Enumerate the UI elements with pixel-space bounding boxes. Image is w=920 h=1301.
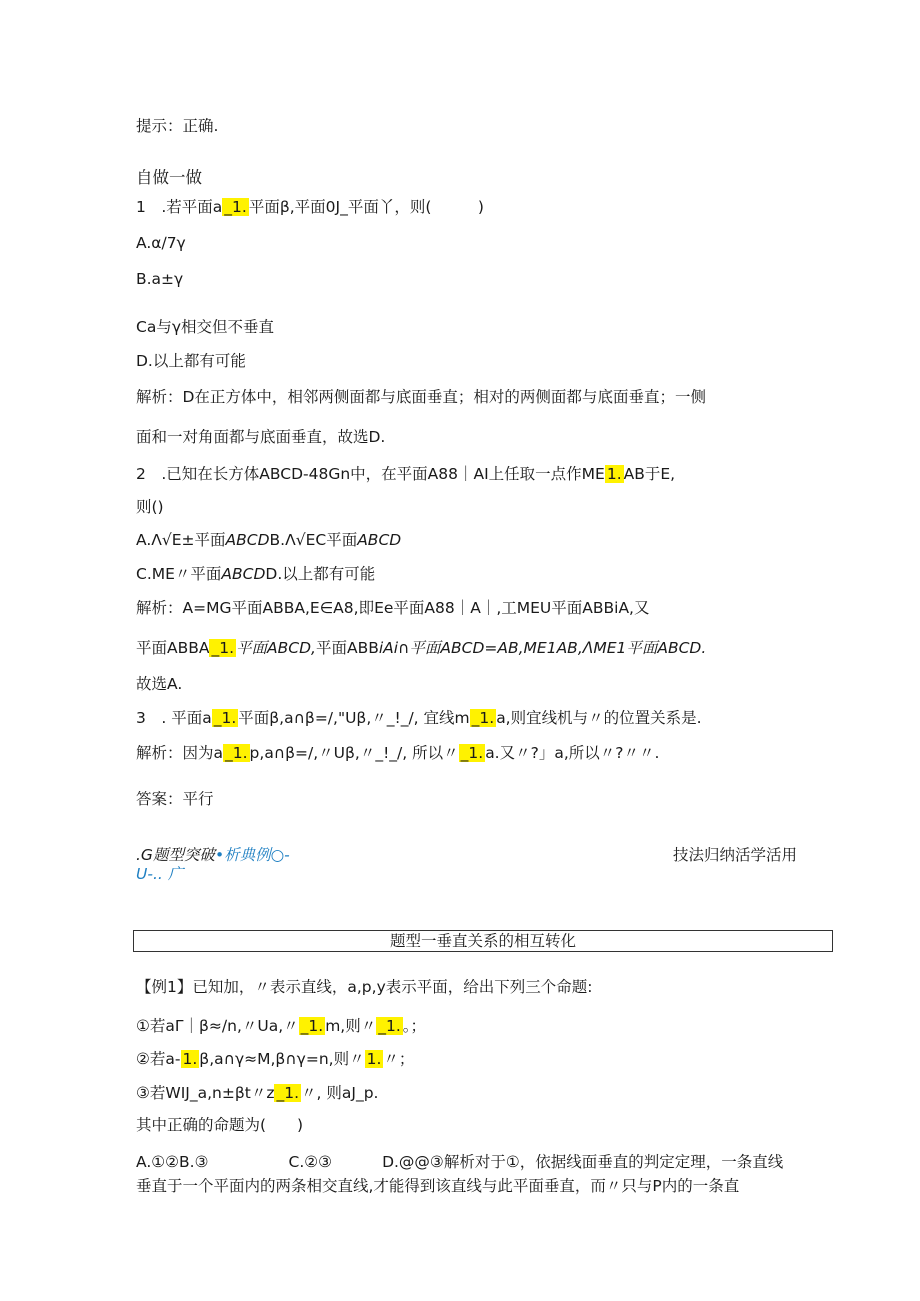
claim3-highlight: _1.: [276, 1084, 300, 1102]
example1-analysis-line2: 垂直于一个平面内的两条相交直线,才能得到该直线与此平面垂直，而〃只与P内的一条直: [136, 1177, 740, 1195]
q2-analysis-c: 平面ABB: [315, 639, 379, 657]
banner-right: 技法归纳活学活用: [673, 846, 798, 864]
hint-text: 提示：正确.: [136, 117, 219, 135]
q2-highlight: 1.: [606, 465, 622, 483]
claim2-highlight-1: 1.: [182, 1050, 198, 1068]
q3-s2: p,a∩β=/,〃Uβ,〃_!_/, 所以〃: [249, 744, 459, 762]
q3-p2: 平面β,a∩β=/,"Uβ,〃_!_/, 宜线m: [238, 709, 470, 727]
q2-opt-c-plane: ABCD: [221, 565, 266, 583]
q3-analysis: [136, 743, 659, 763]
q3-p3: a,则宜线机与〃的位置关系是.: [496, 709, 702, 727]
banner-left-line2: U-.. 广: [136, 865, 184, 883]
q2-opt-a-plane: ABCD: [225, 531, 270, 549]
example1-question: 其中正确的命题为( ): [136, 1116, 304, 1134]
q3-answer: 答案：平行: [136, 790, 214, 808]
q3-highlight-1: _1.: [213, 709, 237, 727]
section-title: 自做一做: [136, 168, 202, 187]
q3-stem: [136, 708, 702, 728]
example1-claim-3: [136, 1083, 378, 1103]
example1-title: [136, 977, 592, 997]
topic-box: 题型一垂直关系的相互转化: [133, 930, 833, 952]
claim3-b: 〃, 则aJ_p.: [301, 1084, 379, 1102]
example1-claim-1: [136, 1016, 426, 1036]
q1-option-b: B.a±γ: [136, 270, 184, 288]
q2-opt-b-text: B.Λ√EC平面: [269, 531, 358, 549]
q2-opt-d-text: D.以上都有可能: [265, 565, 376, 583]
example1-bracket: 【例1】: [136, 978, 193, 996]
banner-left: [136, 845, 290, 865]
q1-stem: [136, 197, 484, 217]
q1-option-c: Ca与γ相交但不垂直: [136, 318, 274, 336]
claim1-highlight-1: _1.: [300, 1017, 324, 1035]
claim2-highlight-2: 1.: [366, 1050, 382, 1068]
q2-analysis-highlight: _1.: [211, 639, 235, 657]
q1-analysis-line1: 解析：D在正方体中，相邻两侧面都与底面垂直；相对的两侧面都与底面垂直；一侧: [136, 388, 706, 406]
q3-p1: 3 . 平面a: [136, 709, 212, 727]
q2-analysis-line3: 故选A.: [136, 675, 183, 693]
q2-analysis-line2: [136, 638, 706, 658]
claim2-a: ②若a-: [136, 1050, 181, 1068]
q3-analysis-highlight-2: _1.: [460, 744, 484, 762]
claim1-a: ①若aΓ｜β≈∕n,〃Ua,〃: [136, 1017, 299, 1035]
claim1-b: m,则〃: [325, 1017, 377, 1035]
banner-left-dark: .G题型突破: [136, 846, 215, 864]
example1-options: [136, 1152, 783, 1172]
q2-analysis-a: 平面ABBA: [136, 639, 210, 657]
q2-options-cd: [136, 564, 375, 584]
example1-opt-ab: A.①②B.③: [136, 1153, 209, 1171]
q2-rest: AB于E,: [623, 465, 676, 483]
q1-analysis-line2: 面和一对角面都与底面垂直，故选D.: [136, 428, 386, 446]
q2-opt-c-text: C.ME〃平面: [136, 565, 222, 583]
q1-option-a: A.α∕7γ: [136, 234, 186, 252]
example1-claim-2: [136, 1049, 414, 1069]
q2-prefix: 2 .已知在长方体ABCD-48Gn中，在平面A88｜AI上任取一点作ME: [136, 465, 605, 483]
q3-s1: 解析：因为a: [136, 744, 223, 762]
claim3-a: ③若WIJ_a,n±βt〃z: [136, 1084, 275, 1102]
q1-highlight: _1.: [224, 198, 247, 216]
q1-option-d: D.以上都有可能: [136, 352, 246, 370]
claim2-b: β,a∩γ≈M,β∩γ=n,则〃: [199, 1050, 365, 1068]
q2-stem-line2: 则(): [136, 498, 164, 516]
q2-analysis-e: 平面ABCD=AB,ME1AB,ΛME1平面ABCD.: [409, 639, 707, 657]
q2-opt-b-plane: ABCD: [357, 531, 402, 549]
q2-analysis-b: 平面ABCD,: [236, 639, 316, 657]
q2-analysis-d: iAi∩: [378, 639, 410, 657]
q2-stem: [136, 464, 675, 484]
example1-title-rest: 已知加，〃表示直线，a,p,y表示平面，给出下列三个命题:: [192, 978, 593, 996]
q3-highlight-2: _1.: [471, 709, 495, 727]
claim2-c: 〃；: [383, 1050, 415, 1068]
banner-left-blue: •析典例○-: [214, 846, 290, 864]
claim1-c: 。；: [402, 1017, 427, 1035]
example1-opt-d: D.@@③解析对于①，依据线面垂直的判定定理，一条直线: [382, 1153, 784, 1171]
q2-options-ab: [136, 530, 401, 550]
q2-analysis-line1: 解析：A=MG平面ABBA,E∈A8,即Ee平面A88｜A｜,工MEU平面ABBiA,又: [136, 599, 650, 617]
example1-opt-c: C.②③: [288, 1153, 333, 1171]
q2-opt-a-text: A.Λ√E±平面: [136, 531, 226, 549]
q3-analysis-highlight-1: _1.: [225, 744, 248, 762]
q3-s3: a.又〃?」a,所以〃?〃〃.: [485, 744, 660, 762]
q1-prefix: 1 .若平面a: [136, 198, 223, 216]
q1-rest: 平面β,平面0J_平面丫，则( ): [248, 198, 484, 216]
claim1-highlight-2: _1.: [378, 1017, 401, 1035]
